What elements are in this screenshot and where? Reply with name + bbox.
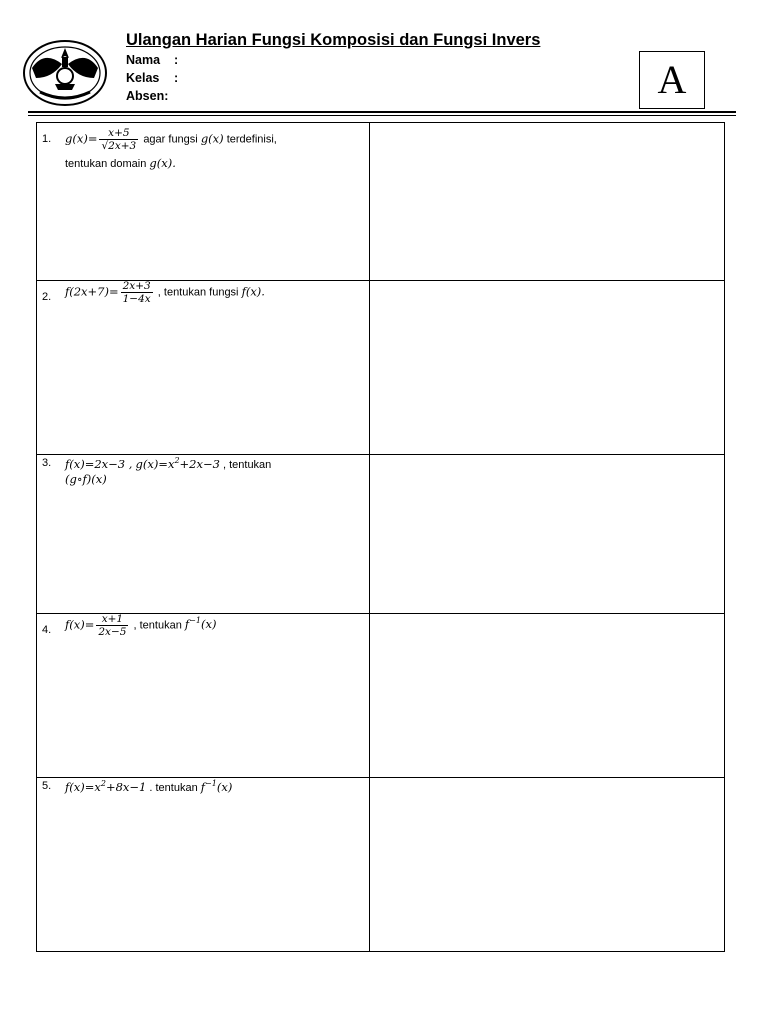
math-expression: g(x) — [200, 131, 224, 146]
math-expression: f(2x+7)= — [65, 284, 119, 299]
question-phrase: agar fungsi — [143, 133, 198, 146]
absen-label: Absen: — [126, 89, 169, 103]
math-base: g(x)=x — [135, 456, 175, 471]
question-row — [37, 455, 725, 614]
header-divider-thick — [28, 111, 736, 113]
fraction-numerator: x+5 — [99, 127, 138, 140]
question-cell — [37, 614, 370, 778]
question-number: 1. — [42, 133, 52, 145]
kelas-field — [126, 71, 178, 85]
math-rest: +8x−1 — [105, 779, 147, 794]
math-rest: (x) — [200, 617, 217, 632]
question-phrase: terdefinisi, — [226, 133, 277, 146]
answer-cell[interactable] — [370, 281, 725, 455]
question-phrase: , tentukan — [222, 458, 272, 471]
school-emblem-icon — [22, 38, 108, 108]
question-cell — [37, 455, 370, 614]
kelas-sep: : — [174, 71, 179, 85]
nama-label: Nama — [126, 53, 161, 67]
question-number: 2. — [42, 291, 52, 303]
math-rest: +2x−3 — [179, 456, 220, 471]
math-exponent: −1 — [205, 779, 217, 788]
question-phrase: tentukan domain — [65, 158, 147, 170]
math-expression — [65, 780, 146, 794]
math-expression: g(x). — [149, 156, 176, 170]
math-base: f — [184, 617, 190, 632]
answer-cell[interactable] — [370, 778, 725, 952]
math-exponent: 2 — [100, 779, 106, 788]
fraction-denominator: 1−4x — [122, 293, 151, 305]
version-badge: A — [639, 51, 705, 109]
math-expression: (g∘f)(x) — [65, 472, 107, 486]
header-divider-thin — [28, 115, 736, 116]
question-row — [37, 281, 725, 455]
math-exponent: 2 — [174, 456, 180, 465]
absen-field — [126, 89, 168, 103]
question-phrase: . tentukan — [149, 781, 198, 794]
math-expression — [201, 780, 233, 794]
question-text-line2 — [65, 156, 176, 170]
question-text — [65, 779, 232, 794]
math-exponent: −1 — [189, 616, 201, 626]
nama-field — [126, 53, 178, 67]
exam-title: Ulangan Harian Fungsi Komposisi dan Fungsi Invers — [126, 31, 541, 49]
math-expression — [135, 457, 219, 471]
question-number: 5. — [42, 780, 52, 792]
question-number: 4. — [42, 624, 52, 636]
question-table — [36, 122, 725, 952]
math-base: f(x)=x — [65, 779, 101, 794]
fraction — [99, 127, 138, 152]
question-text — [65, 127, 277, 152]
question-phrase: , tentukan — [133, 619, 182, 632]
fraction-denominator: √2x+3 — [101, 140, 137, 152]
question-row — [37, 123, 725, 281]
question-cell — [37, 778, 370, 952]
math-expression: f(x)=2x−3 , — [65, 456, 133, 471]
math-expression — [185, 617, 217, 631]
fraction-denominator: 2x−5 — [98, 626, 127, 638]
math-base: f — [200, 779, 206, 794]
question-cell — [37, 123, 370, 281]
fraction-numerator: x+1 — [96, 613, 128, 626]
question-number: 3. — [42, 457, 52, 469]
math-expression: g(x)= — [65, 131, 98, 146]
question-text — [65, 280, 265, 305]
fraction-numerator: 2x+3 — [122, 280, 151, 292]
answer-cell[interactable] — [370, 614, 725, 778]
fraction — [121, 280, 153, 305]
math-rest: (x) — [216, 779, 233, 794]
fraction — [96, 613, 128, 638]
question-row — [37, 778, 725, 952]
nama-sep: : — [174, 53, 179, 67]
question-phrase: , tentukan fungsi — [157, 286, 239, 299]
question-cell — [37, 281, 370, 455]
question-text-line2 — [65, 472, 107, 486]
answer-cell[interactable] — [370, 455, 725, 614]
question-text — [65, 456, 271, 471]
math-expression: f(x)= — [65, 617, 95, 632]
question-row — [37, 614, 725, 778]
answer-cell[interactable] — [370, 123, 725, 281]
kelas-label: Kelas — [126, 71, 160, 85]
question-text — [65, 613, 216, 638]
math-expression: f(x). — [241, 284, 265, 299]
